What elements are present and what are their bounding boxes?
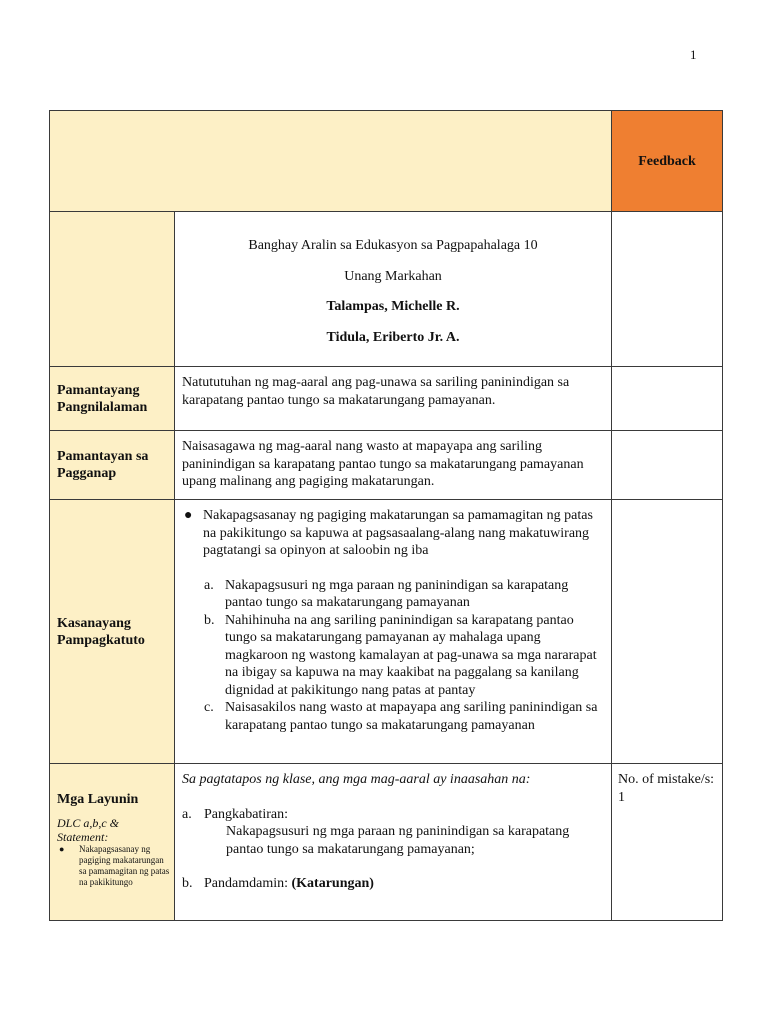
lesson-plan-table xyxy=(49,110,723,921)
objective-b-label: Pandamdamin: xyxy=(204,876,288,891)
competency-bullet-list xyxy=(182,507,603,560)
list-marker: a. xyxy=(182,806,192,822)
quarter-title: Unang Markahan xyxy=(344,268,442,284)
performance-standard-feedback-cell xyxy=(612,431,723,500)
learning-competency-feedback-cell xyxy=(612,500,723,764)
learning-competency-label: Kasanayang Pampagkatuto xyxy=(57,615,145,648)
table-header-row xyxy=(50,111,723,212)
title-label-cell xyxy=(50,212,175,367)
learning-competency-label-cell xyxy=(50,500,175,764)
author-1: Talampas, Michelle R. xyxy=(326,299,460,314)
learning-competency-cell xyxy=(175,500,612,764)
competency-item-c: Naisasakilos nang wasto at mapayapa ang sariling paninindigan sa karapatang pantao tungo sa makatarungang pamayanan xyxy=(225,700,598,733)
competency-bullet-text: Nakapagsasanay ng pagiging makatarungan sa pamamagitan ng patas na pakikitungo sa kapuwa at pagsasaalang-alang nang makatuwirang pagtatangi sa opinyon at saloobin ng iba xyxy=(203,508,593,558)
content-standard-label-cell xyxy=(50,367,175,431)
list-marker: b. xyxy=(182,876,193,891)
author-2: Tidula, Eriberto Jr. A. xyxy=(326,329,460,345)
objectives-sub-list xyxy=(50,844,174,888)
objectives-cell xyxy=(175,764,612,921)
title-block xyxy=(175,212,612,367)
title-feedback-cell xyxy=(612,212,723,367)
objective-a-text: Nakapagsusuri ng mga paraan ng paninindigan sa karapatang pantao tungo sa makatarungang pamayanan; xyxy=(226,824,570,857)
content-standard-cell xyxy=(175,367,612,431)
list-item xyxy=(182,577,603,612)
objective-a xyxy=(182,806,603,824)
competency-item-a: Nakapagsusuri ng mga paraan ng paninindigan sa karapatang pantao tungo sa makatarungang pamayanan xyxy=(225,577,569,610)
competency-item-b: Nahihinuha na ang sariling paninindigan sa karapatang pantao tungo sa makatarungang pamayanan ay mahalaga upang magkaroon ng wastong kamalayan at pag-unawa sa mga nararapat na ibigay sa kapuwa na may kaakibat na paggalang sa kanilang dignidad at pakikitungo nang patas at pantay xyxy=(225,612,597,698)
competency-subitems xyxy=(182,577,603,735)
performance-standard-label: Pamantayan sa Pagganap xyxy=(57,449,149,481)
objectives-label-cell xyxy=(50,764,175,921)
header-blank-cell xyxy=(50,111,612,212)
content-standard-label: Pamantayang Pangnilalaman xyxy=(57,382,148,415)
list-item xyxy=(182,699,603,734)
objectives-sub-bullet: Nakapagsasanay ng pagiging makatarungan sa pamamagitan ng patas na pakikitungo xyxy=(79,844,170,887)
objective-b-value: (Katarungan) xyxy=(291,876,374,891)
objectives-row xyxy=(50,764,723,921)
bullet-icon: ● xyxy=(59,844,65,854)
list-marker: b. xyxy=(204,612,215,628)
learning-competency-row xyxy=(50,500,723,764)
performance-standard-row xyxy=(50,431,723,500)
list-item xyxy=(57,844,170,888)
objectives-label: Mga Layunin xyxy=(57,792,139,807)
performance-standard-cell xyxy=(175,431,612,500)
page-number: 1 xyxy=(690,47,697,62)
objective-a-label: Pangkabatiran: xyxy=(204,806,288,822)
objectives-feedback-cell xyxy=(612,764,723,921)
bullet-icon: ● xyxy=(184,508,193,523)
content-standard-text: Natututuhan ng mag-aaral ang pag-unawa sa sariling paninindigan sa karapatang pantao tungo sa makatarungang pamayanan. xyxy=(182,375,570,408)
list-marker: c. xyxy=(204,700,214,715)
list-item xyxy=(182,507,603,560)
list-marker: a. xyxy=(204,577,214,593)
list-item xyxy=(182,612,603,700)
content-standard-row xyxy=(50,367,723,431)
feedback-header-cell xyxy=(612,111,723,212)
title-row xyxy=(50,212,723,367)
objective-b xyxy=(182,875,603,893)
feedback-header-label: Feedback xyxy=(638,154,696,169)
performance-standard-text: Naisasagawa ng mag-aaral nang wasto at mapayapa ang sariling paninindigan sa karapatang pantao tungo sa makatarungang pamayanan upang malinang ang pagiging makatarungan. xyxy=(182,439,584,489)
subject-title: Banghay Aralin sa Edukasyon sa Pagpapahalaga 10 xyxy=(248,238,538,253)
content-standard-feedback-cell xyxy=(612,367,723,431)
mistake-count: No. of mistake/s: 1 xyxy=(618,772,715,805)
objectives-intro: Sa pagtatapos ng klase, ang mga mag-aaral ay inaasahan na: xyxy=(182,772,531,787)
objectives-sub-heading: DLC a,b,c & Statement: xyxy=(57,816,120,844)
performance-standard-label-cell xyxy=(50,431,175,500)
